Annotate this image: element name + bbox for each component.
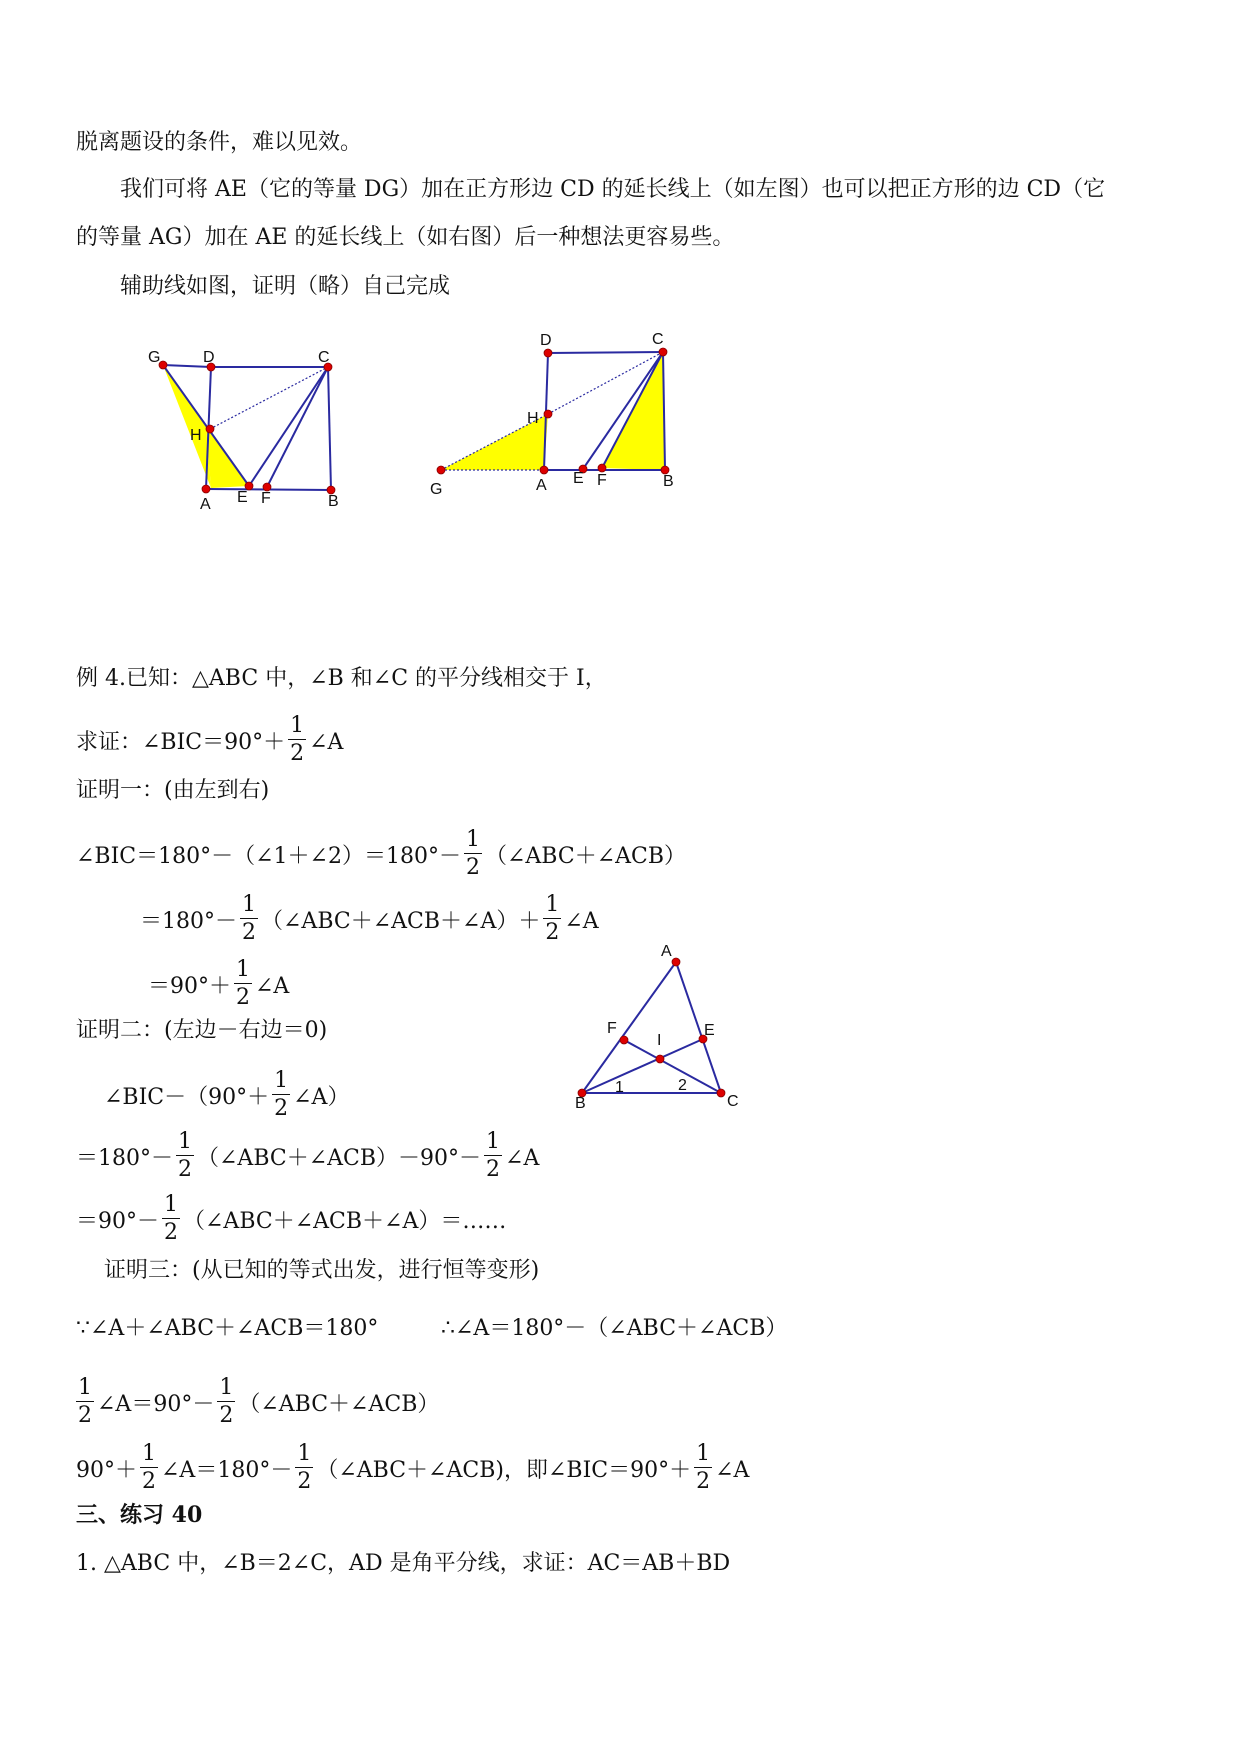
point-label: F (261, 490, 271, 507)
fraction-half: $\frac{1}{2}$ (486, 1129, 501, 1182)
point-label: E (237, 489, 248, 506)
fraction-half: $\frac{1}{2}$ (465, 827, 480, 880)
fraction-half: $\frac{1}{2}$ (696, 1441, 711, 1494)
fraction-half: $\frac{1}{2}$ (290, 713, 305, 766)
point-label: B (328, 493, 339, 510)
text-line: 的等量 AG）加在 AE 的延长线上（如右图）后一种想法更容易些。 (76, 225, 735, 250)
text-line: 例 4.已知：△ABC 中，∠B 和∠C 的平分线相交于 I， (76, 666, 607, 691)
point-label: F (607, 1020, 617, 1037)
math-line: ＝180°－ $\frac{1}{2}$ （∠ABC＋∠ACB）－90°－ $\frac{1}{2}$ ∠A (76, 1129, 540, 1182)
point-label: D (203, 349, 215, 366)
point-label: G (148, 349, 161, 366)
point-label: B (663, 473, 674, 490)
point-label: A (661, 943, 672, 960)
fraction-half: $\frac{1}{2}$ (78, 1375, 92, 1428)
point-label: H (190, 427, 202, 444)
point-label: A (200, 496, 211, 513)
math-line: 90°＋ $\frac{1}{2}$ ∠A＝180°－ $\frac{1}{2}$ （∠ABC＋∠ACB)，即∠BIC＝90°＋ $\frac{1}{2}$ ∠A (76, 1441, 750, 1494)
point-label: A (536, 477, 547, 494)
point-label: E (704, 1022, 715, 1039)
math-line: ＝90°－ $\frac{1}{2}$ （∠ABC＋∠ACB＋∠A）＝…… (76, 1192, 507, 1245)
fraction-half: $\frac{1}{2}$ (142, 1441, 156, 1494)
text-line: 证明三：(从已知的等式出发，进行恒等变形) (104, 1258, 540, 1283)
point-label: I (657, 1032, 662, 1049)
text-line: 辅助线如图，证明（略）自己完成 (120, 274, 451, 299)
point-label: F (597, 472, 607, 489)
math-line: ∠BIC＝180°－（∠1＋∠2）＝180°－ $\frac{1}{2}$ （∠ABC＋∠ACB） (76, 827, 687, 880)
fraction-half: $\frac{1}{2}$ (236, 957, 250, 1010)
fraction-half: $\frac{1}{2}$ (219, 1375, 234, 1428)
math-line: 求证：∠BIC＝90°＋ $\frac{1}{2}$ ∠A (76, 713, 344, 766)
point-label: C (318, 349, 330, 366)
angle-label: 2 (678, 1077, 687, 1094)
point-label: G (430, 481, 443, 498)
math-line: ＝90°＋ $\frac{1}{2}$ ∠A (148, 957, 290, 1010)
point-label: C (652, 331, 664, 348)
angle-label: 1 (615, 1079, 624, 1096)
math-line: ＝180°－ $\frac{1}{2}$ （∠ABC＋∠ACB＋∠A）＋ $\frac{1}{2}$ ∠A (140, 892, 599, 945)
fraction-half: $\frac{1}{2}$ (274, 1068, 289, 1121)
fraction-half: $\frac{1}{2}$ (242, 892, 256, 945)
point-label: B (575, 1095, 586, 1112)
fraction-half: $\frac{1}{2}$ (297, 1441, 312, 1494)
text-line: 1. △ABC 中，∠B＝2∠C，AD 是角平分线，求证：AC＝AB＋BD (76, 1551, 731, 1576)
point-label: E (573, 470, 584, 487)
text-line: 脱离题设的条件，难以见效。 (76, 130, 363, 155)
fraction-half: $\frac{1}{2}$ (545, 892, 560, 945)
text-line: 证明一：(由左到右) (76, 778, 270, 803)
math-line: ∵∠A＋∠ABC＋∠ACB＝180° (76, 1316, 379, 1341)
math-line: ∠BIC－（90°＋ $\frac{1}{2}$ ∠A） (104, 1068, 350, 1121)
point-label: C (727, 1093, 739, 1110)
section-heading: 三、练习 40 (76, 1502, 203, 1528)
fraction-half: $\frac{1}{2}$ (178, 1129, 192, 1182)
point-label: H (527, 410, 539, 427)
math-line: ∴∠A＝180°－（∠ABC＋∠ACB） (441, 1316, 788, 1341)
fraction-half: $\frac{1}{2}$ (164, 1192, 178, 1245)
math-line: $\frac{1}{2}$ ∠A＝90°－ $\frac{1}{2}$ （∠ABC＋∠ACB） (78, 1375, 440, 1428)
point-label: D (540, 332, 552, 349)
text-line: 证明二：(左边－右边＝0) (76, 1018, 328, 1043)
text-line: 我们可将 AE（它的等量 DG）加在正方形边 CD 的延长线上（如左图）也可以把正方形的边 CD（它 (120, 177, 1106, 202)
